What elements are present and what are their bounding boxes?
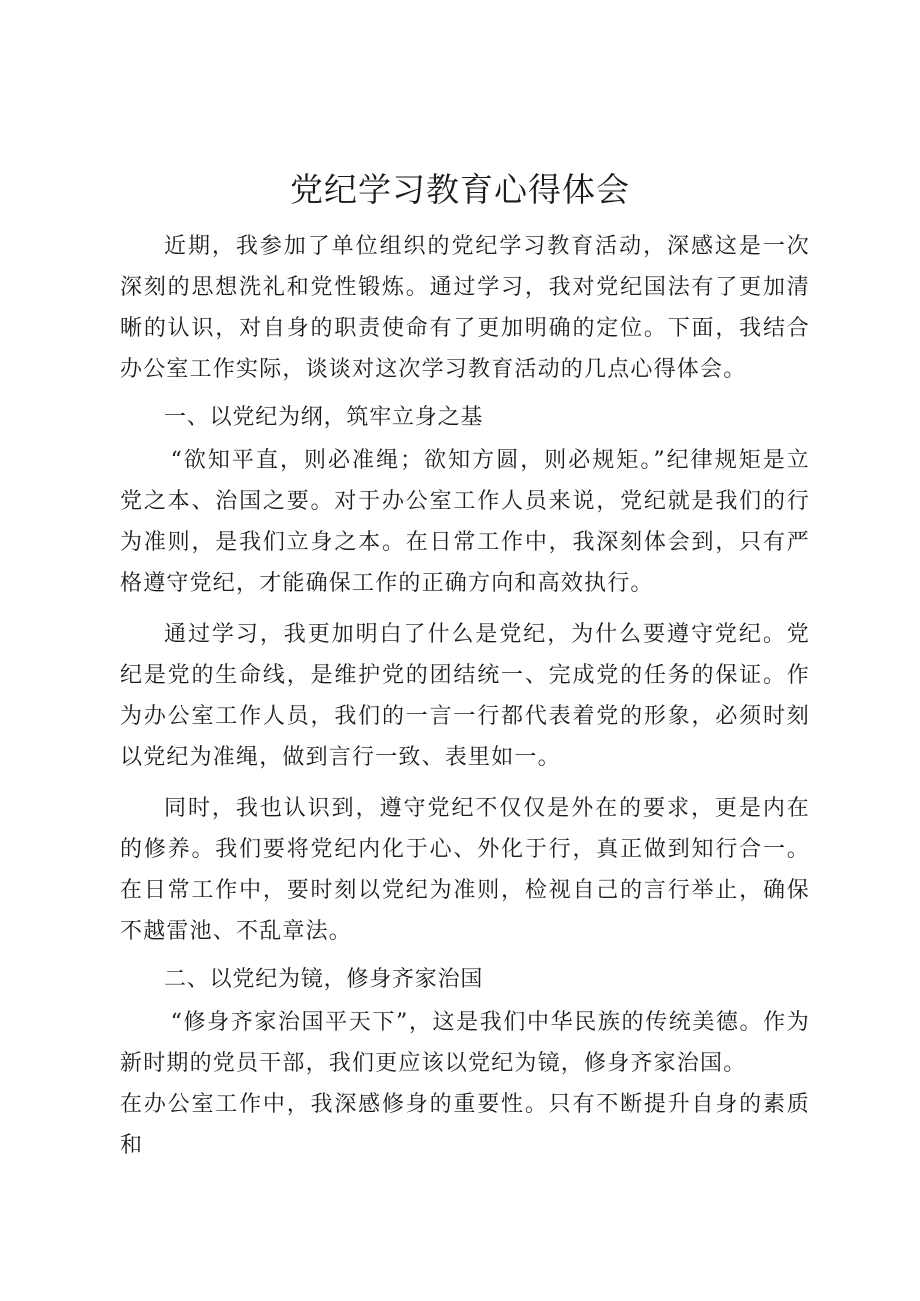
section1-paragraph-2: 通过学习，我更加明白了什么是党纪，为什么要遵守党纪。党纪是党的生命线，是维护党的团结统一、完成党的任务的保证。作为办公室工作人员，我们的一言一行都代表着党的形象，必须时刻以党纪为准绳，做到言行一致、表里如一。 xyxy=(120,622,810,770)
intro-paragraph: 近期，我参加了单位组织的党纪学习教育活动，深感这是一次深刻的思想洗礼和党性锻炼。通过学习，我对党纪国法有了更加清晰的认识，对自身的职责使命有了更加明确的定位。下面，我结合办公室工作实际，谈谈对这次学习教育活动的几点心得体会。 xyxy=(120,234,810,382)
section1-paragraph-3: 同时，我也认识到，遵守党纪不仅仅是外在的要求，更是内在的修养。我们要将党纪内化于心、外化于行，真正做到知行合一。在日常工作中，要时刻以党纪为准则，检视自己的言行举止，确保不越雷池、不乱章法。 xyxy=(120,796,810,944)
section1-paragraph-1: “欲知平直，则必准绳；欲知方圆，则必规矩。”纪律规矩是立党之本、治国之要。对于办公室工作人员来说，党纪就是我们的行为准则，是我们立身之本。在日常工作中，我深刻体会到，只有严格遵守党纪，才能确保工作的正确方向和高效执行。 xyxy=(120,448,810,596)
section-heading-2: 二、以党纪为镜，修身齐家治国 xyxy=(164,967,484,992)
section2-paragraph-1: “修身齐家治国平天下”，这是我们中华民族的传统美德。作为新时期的党员干部，我们更应该以党纪为镜，修身齐家治国。 xyxy=(120,1010,810,1076)
section-heading-1: 一、以党纪为纲，筑牢立身之基 xyxy=(164,405,484,430)
document-title: 党纪学习教育心得体会 xyxy=(290,170,630,209)
section2-paragraph-2: 在办公室工作中，我深感修身的重要性。只有不断提升自身的素质和 xyxy=(120,1092,810,1158)
document-body xyxy=(120,226,810,1166)
